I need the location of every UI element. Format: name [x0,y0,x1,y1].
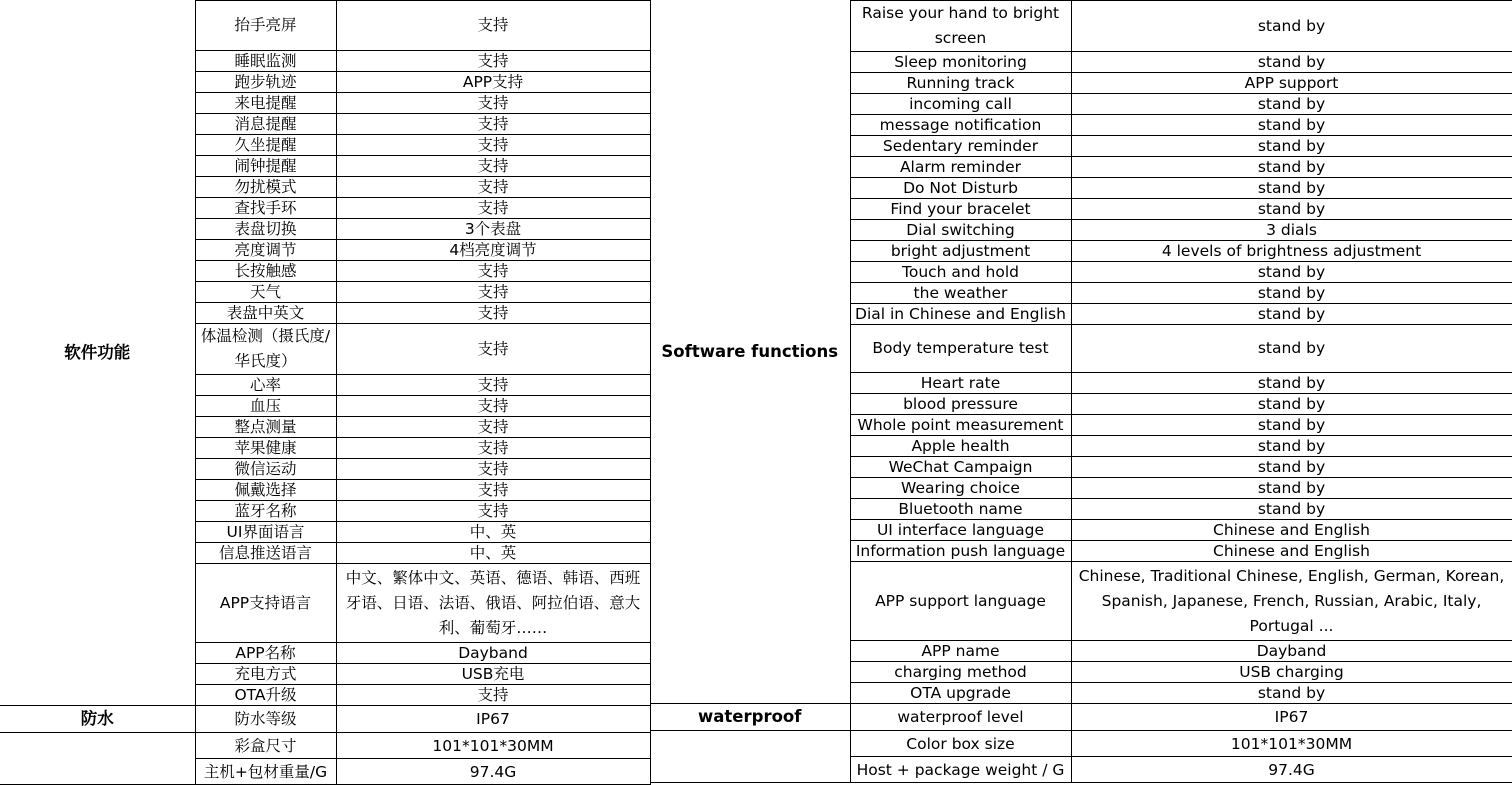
spec-key: 整点测量 [195,417,336,438]
spec-key: 充电方式 [195,664,336,685]
spec-key: 长按触感 [195,261,336,282]
spec-value: stand by [1071,115,1512,136]
spec-value: 97.4G [1071,757,1512,783]
spec-key: blood pressure [850,394,1071,415]
spec-key: 体温检测（摄氏度/华氏度） [195,324,336,375]
spec-key: Information push language [850,541,1071,562]
spec-key: 佩戴选择 [195,480,336,501]
spec-value: 支持 [336,135,650,156]
section-waterproof: 防水 [0,706,195,733]
spec-value: 支持 [336,375,650,396]
spec-value: 中、英 [336,522,650,543]
section-packaging-blank [0,733,195,785]
spec-value: 支持 [336,51,650,72]
spec-value: 支持 [336,417,650,438]
spec-row [650,731,1512,757]
spec-key: incoming call [850,94,1071,115]
spec-value: 支持 [336,93,650,114]
spec-key: 闹钟提醒 [195,156,336,177]
spec-key: 睡眠监测 [195,51,336,72]
spec-value: 3 dials [1071,220,1512,241]
spec-value: stand by [1071,199,1512,220]
spec-value: Dayband [336,643,650,664]
spec-value: stand by [1071,325,1512,373]
spec-key: Dial switching [850,220,1071,241]
spec-key: 勿扰模式 [195,177,336,198]
section-software-functions: Software functions [661,341,839,361]
spec-row [650,1,1512,52]
spec-key: APP name [850,641,1071,662]
spec-value: 支持 [336,198,650,219]
spec-table-en [650,0,1512,783]
spec-key: 防水等级 [195,706,336,733]
spec-key: 彩盒尺寸 [195,733,336,759]
spec-key: Sedentary reminder [850,136,1071,157]
spec-key: Raise your hand to bright screen [850,1,1071,52]
spec-key: the weather [850,283,1071,304]
spec-value: 101*101*30MM [336,733,650,759]
spec-row [650,704,1512,731]
spec-value: APP support [1071,73,1512,94]
spec-value: Chinese and English [1071,541,1512,562]
section-waterproof: waterproof [650,704,850,731]
spec-table-chinese [0,0,650,783]
spec-key: 抬手亮屏 [195,1,336,51]
spec-value: 支持 [336,501,650,522]
spec-value: stand by [1071,283,1512,304]
spec-value: 支持 [336,156,650,177]
spec-value: IP67 [1071,704,1512,731]
spec-key: 亮度调节 [195,240,336,261]
spec-key: 蓝牙名称 [195,501,336,522]
spec-key: 心率 [195,375,336,396]
spec-value: IP67 [336,706,650,733]
spec-value: stand by [1071,683,1512,704]
section-software-functions: 软件功能 [64,342,131,362]
spec-value: 支持 [336,1,650,51]
spec-value: 4 levels of brightness adjustment [1071,241,1512,262]
spec-key: 跑步轨迹 [195,72,336,93]
spec-value: stand by [1071,136,1512,157]
spec-key: Color box size [850,731,1071,757]
spec-key: 来电提醒 [195,93,336,114]
spec-key: Do Not Disturb [850,178,1071,199]
spec-value: USB charging [1071,662,1512,683]
spec-row [0,733,650,759]
spec-value: stand by [1071,373,1512,394]
spec-key: 信息推送语言 [195,543,336,564]
section-packaging-blank [650,731,850,783]
spec-key: 苹果健康 [195,438,336,459]
spec-value: 支持 [336,396,650,417]
spec-value: 支持 [336,480,650,501]
spec-key: Find your bracelet [850,199,1071,220]
spec-value: 中、英 [336,543,650,564]
spec-key: Wearing choice [850,478,1071,499]
spec-value: APP支持 [336,72,650,93]
spec-key: message notification [850,115,1071,136]
spec-key: 微信运动 [195,459,336,480]
spec-key: OTA升级 [195,685,336,706]
spec-value: Dayband [1071,641,1512,662]
spec-value: 支持 [336,303,650,324]
spec-key: Apple health [850,436,1071,457]
spec-value: 支持 [336,177,650,198]
spec-value: stand by [1071,436,1512,457]
spec-table-english [650,0,1512,783]
spec-value: stand by [1071,478,1512,499]
spec-value: stand by [1071,304,1512,325]
spec-value: stand by [1071,157,1512,178]
spec-key: OTA upgrade [850,683,1071,704]
spec-key: Bluetooth name [850,499,1071,520]
spec-value: Chinese, Traditional Chinese, English, German, Korean, Spanish, Japanese, French, Russian, Arabic, Italy, Portugal ... [1071,562,1512,641]
spec-value: 支持 [336,685,650,706]
spec-value: 支持 [336,459,650,480]
spec-value: 支持 [336,324,650,375]
spec-table-cn [0,0,651,785]
spec-key: charging method [850,662,1071,683]
spec-key: Touch and hold [850,262,1071,283]
spec-key: 血压 [195,396,336,417]
spec-value: 101*101*30MM [1071,731,1512,757]
spec-value: stand by [1071,178,1512,199]
spec-value: Chinese and English [1071,520,1512,541]
spec-row [0,1,650,51]
spec-key: 天气 [195,282,336,303]
spec-value: stand by [1071,394,1512,415]
spec-key: WeChat Campaign [850,457,1071,478]
spec-value: stand by [1071,457,1512,478]
spec-key: bright adjustment [850,241,1071,262]
spec-key: waterproof level [850,704,1071,731]
spec-key: UI界面语言 [195,522,336,543]
spec-value: stand by [1071,262,1512,283]
spec-value: 97.4G [336,759,650,785]
spec-row [0,706,650,733]
spec-key: APP support language [850,562,1071,641]
spec-key: Running track [850,73,1071,94]
spec-key: 主机+包材重量/G [195,759,336,785]
spec-key: 久坐提醒 [195,135,336,156]
spec-value: stand by [1071,52,1512,73]
spec-value: 支持 [336,438,650,459]
spec-key: Body temperature test [850,325,1071,373]
spec-value: 支持 [336,114,650,135]
spec-value: stand by [1071,499,1512,520]
spec-key: Sleep monitoring [850,52,1071,73]
spec-key: 查找手环 [195,198,336,219]
spec-key: APP名称 [195,643,336,664]
spec-value: 支持 [336,282,650,303]
spec-key: Heart rate [850,373,1071,394]
spec-value: stand by [1071,415,1512,436]
spec-value: 中文、繁体中文、英语、德语、韩语、西班牙语、日语、法语、俄语、阿拉伯语、意大利、葡萄牙…… [336,564,650,643]
spec-value: USB充电 [336,664,650,685]
spec-key: Alarm reminder [850,157,1071,178]
spec-key: Dial in Chinese and English [850,304,1071,325]
spec-key: 消息提醒 [195,114,336,135]
spec-key: APP支持语言 [195,564,336,643]
spec-key: Host + package weight / G [850,757,1071,783]
spec-value: 3个表盘 [336,219,650,240]
spec-value: stand by [1071,94,1512,115]
spec-value: 支持 [336,261,650,282]
spec-key: 表盘中英文 [195,303,336,324]
spec-key: UI interface language [850,520,1071,541]
spec-value: 4档亮度调节 [336,240,650,261]
spec-key: 表盘切换 [195,219,336,240]
spec-value: stand by [1071,1,1512,52]
spec-key: Whole point measurement [850,415,1071,436]
